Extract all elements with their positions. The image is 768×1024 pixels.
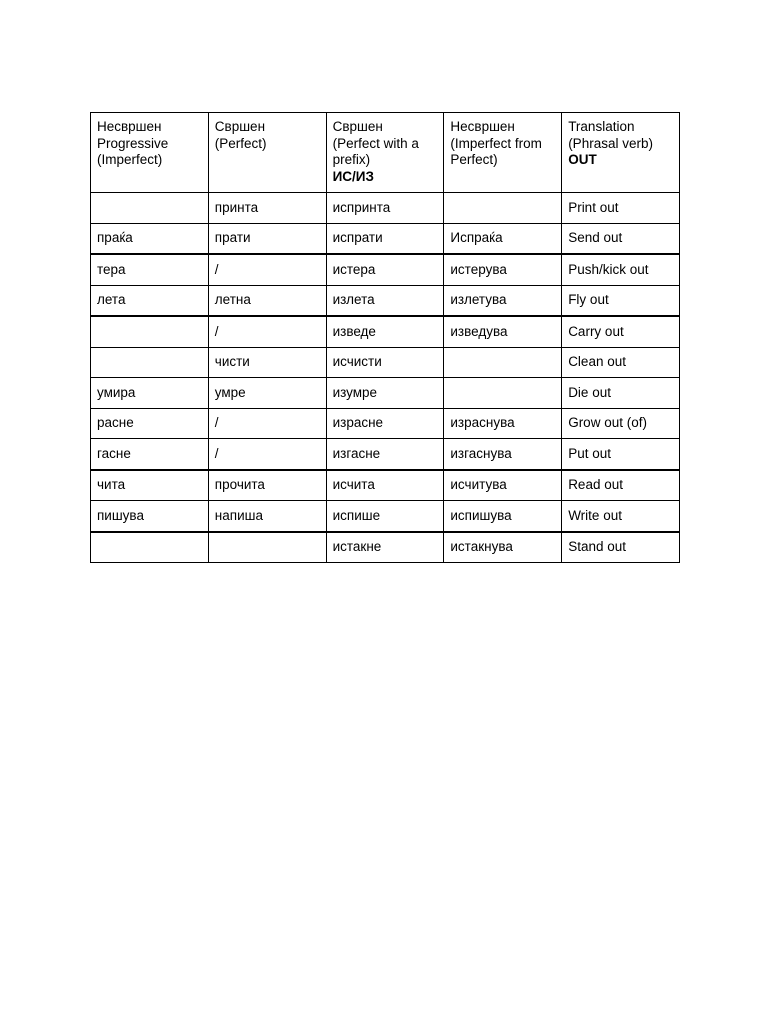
- table-cell: [208, 532, 326, 563]
- table-row: [91, 408, 680, 439]
- table-cell: испишува: [444, 501, 562, 532]
- table-cell: изведува: [444, 316, 562, 347]
- table-cell: Stand out: [562, 532, 680, 563]
- header-imperfect-from-perfect: Несвршен (Imperfect from Perfect): [444, 113, 562, 193]
- table-cell: напиша: [208, 501, 326, 532]
- table-cell: праќа: [91, 223, 209, 254]
- table-row: [91, 254, 680, 285]
- table-cell: Fly out: [562, 285, 680, 316]
- table-cell: чисти: [208, 347, 326, 378]
- table-cell: истакне: [326, 532, 444, 563]
- table-cell: Print out: [562, 193, 680, 224]
- table-cell: израсне: [326, 408, 444, 439]
- header-perfect: Свршен (Perfect): [208, 113, 326, 193]
- table-cell: исчитува: [444, 470, 562, 501]
- table-cell: [444, 347, 562, 378]
- table-cell: прати: [208, 223, 326, 254]
- table-row: [91, 439, 680, 470]
- table-cell: истакнува: [444, 532, 562, 563]
- table-cell: Grow out (of): [562, 408, 680, 439]
- table-cell: истерува: [444, 254, 562, 285]
- table-cell: Send out: [562, 223, 680, 254]
- table-row: [91, 223, 680, 254]
- table-cell: излета: [326, 285, 444, 316]
- table-row: [91, 532, 680, 563]
- table-cell: летна: [208, 285, 326, 316]
- header-translation: Translation (Phrasal verb) OUT: [562, 113, 680, 193]
- table-cell: изгасне: [326, 439, 444, 470]
- table-cell: лета: [91, 285, 209, 316]
- table-header-row: [91, 113, 680, 193]
- table-cell: [91, 316, 209, 347]
- table-cell: расне: [91, 408, 209, 439]
- table-cell: /: [208, 316, 326, 347]
- table-row: [91, 285, 680, 316]
- table-cell: Put out: [562, 439, 680, 470]
- table-row: [91, 378, 680, 409]
- table-cell: [91, 347, 209, 378]
- table-cell: умира: [91, 378, 209, 409]
- table-cell: гасне: [91, 439, 209, 470]
- table-cell: Испраќа: [444, 223, 562, 254]
- table-cell: [91, 532, 209, 563]
- table-row: [91, 501, 680, 532]
- table-cell: Die out: [562, 378, 680, 409]
- table-cell: прочита: [208, 470, 326, 501]
- table-cell: Read out: [562, 470, 680, 501]
- table-cell: Push/kick out: [562, 254, 680, 285]
- table-cell: излетува: [444, 285, 562, 316]
- table-cell: исчисти: [326, 347, 444, 378]
- table-cell: /: [208, 439, 326, 470]
- table-cell: Carry out: [562, 316, 680, 347]
- particle-label: OUT: [568, 152, 597, 167]
- table-cell: изумре: [326, 378, 444, 409]
- table-cell: испише: [326, 501, 444, 532]
- table-cell: [444, 193, 562, 224]
- table-cell: Write out: [562, 501, 680, 532]
- table-row: [91, 347, 680, 378]
- header-imperfect-progressive: Несвршен Progressive (Imperfect): [91, 113, 209, 193]
- table-cell: /: [208, 408, 326, 439]
- table-cell: [444, 378, 562, 409]
- table-row: [91, 470, 680, 501]
- prefix-label: ИС/ИЗ: [332, 168, 374, 184]
- table-cell: изведе: [326, 316, 444, 347]
- table-cell: /: [208, 254, 326, 285]
- table-cell: чита: [91, 470, 209, 501]
- table-cell: [91, 193, 209, 224]
- table-cell: испрати: [326, 223, 444, 254]
- table-row: [91, 316, 680, 347]
- table-cell: израснува: [444, 408, 562, 439]
- verb-table: [90, 112, 680, 563]
- table-row: [91, 193, 680, 224]
- table-cell: тера: [91, 254, 209, 285]
- table-cell: испринта: [326, 193, 444, 224]
- table-cell: исчита: [326, 470, 444, 501]
- header-perfect-with-prefix: Свршен (Perfect with a prefix) ИС/ИЗ: [326, 113, 444, 193]
- table-cell: Clean out: [562, 347, 680, 378]
- table-cell: изгаснува: [444, 439, 562, 470]
- table-cell: принта: [208, 193, 326, 224]
- table-cell: умре: [208, 378, 326, 409]
- table-cell: пишува: [91, 501, 209, 532]
- table-cell: истера: [326, 254, 444, 285]
